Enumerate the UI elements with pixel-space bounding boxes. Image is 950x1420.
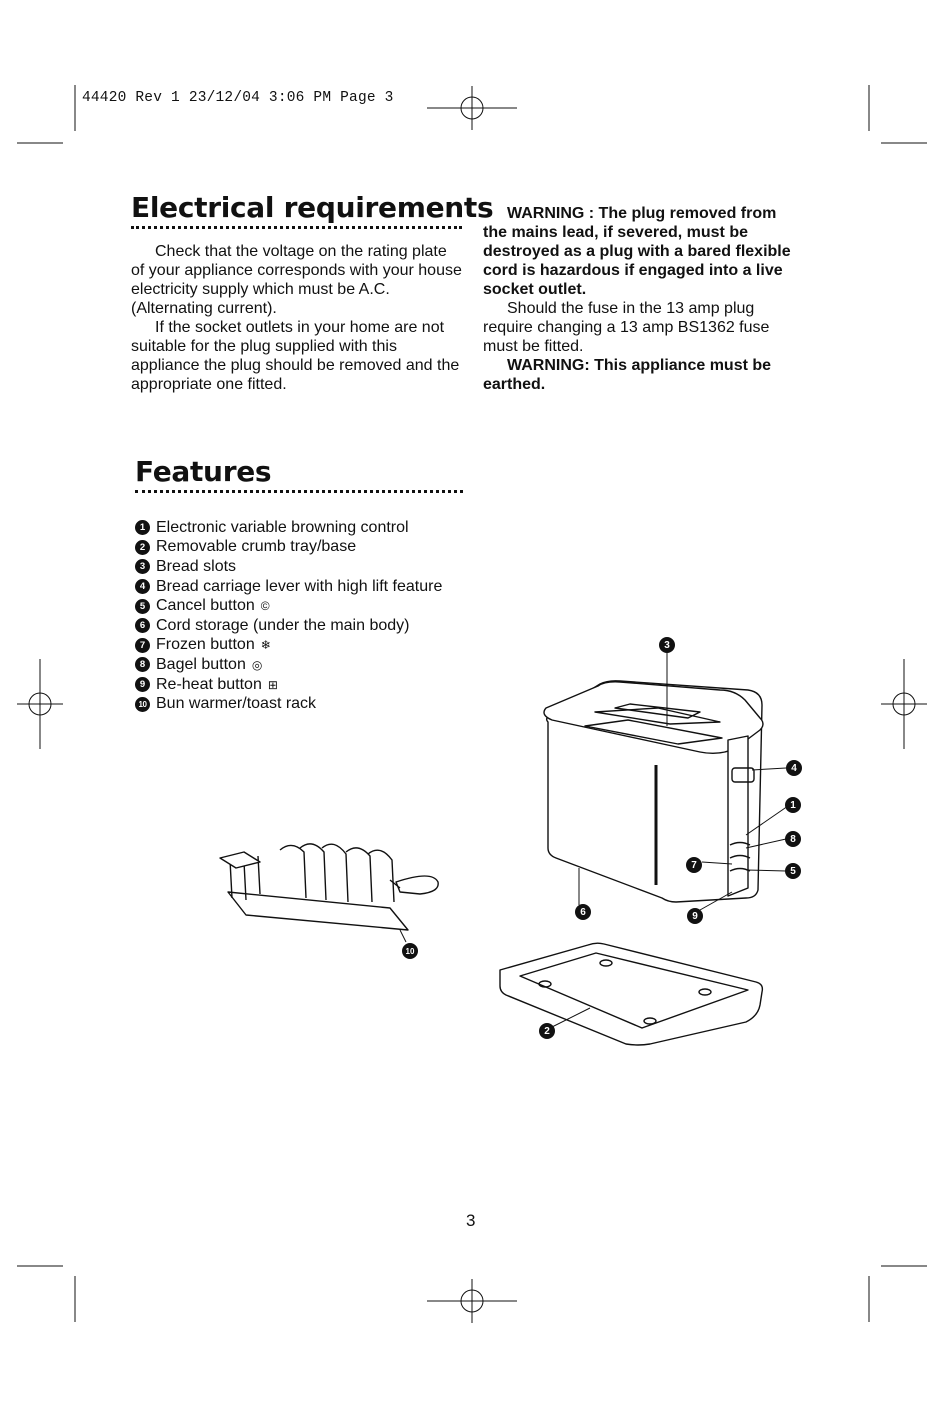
- feature-number-badge: 2: [135, 540, 150, 555]
- toaster-illustration: [200, 630, 820, 1070]
- feature-item: [135, 518, 442, 538]
- feature-label: Cancel button: [156, 597, 255, 615]
- feature-number-badge: 10: [135, 697, 150, 712]
- feature-label: Frozen button: [156, 636, 255, 654]
- feature-label: Electronic variable browning control: [156, 518, 409, 536]
- feature-item: [135, 577, 442, 597]
- earth-warning-text: WARNING: This appliance must be earthed.: [483, 357, 772, 393]
- feature-number-badge: 1: [135, 520, 150, 535]
- feature-number-badge: 7: [135, 638, 150, 653]
- fuse-paragraph: [483, 299, 803, 356]
- feature-number-badge: 5: [135, 599, 150, 614]
- callout-7: 7: [686, 857, 702, 873]
- heading-divider: [131, 226, 462, 229]
- callout-6: 6: [575, 904, 591, 920]
- control-panel: [728, 736, 748, 896]
- feature-number-badge: 8: [135, 657, 150, 672]
- feature-number-badge: 9: [135, 677, 150, 692]
- feature-number-badge: 3: [135, 559, 150, 574]
- callout-4: 4: [786, 760, 802, 776]
- fuse-text: Should the fuse in the 13 amp plug require changing a 13 amp BS1362 fuse must be fitted.: [483, 300, 770, 355]
- feature-symbol-icon: ◎: [251, 657, 263, 672]
- feature-label: Bread carriage lever with high lift feature: [156, 577, 443, 595]
- feature-label: Bun warmer/toast rack: [156, 695, 317, 713]
- feature-item: [135, 557, 442, 577]
- electrical-heading: Electrical requirements: [131, 191, 494, 224]
- callout-1: 1: [785, 797, 801, 813]
- feature-item: [135, 596, 442, 616]
- feature-symbol-icon: ⊞: [267, 677, 278, 692]
- feature-symbol-icon: ❄: [260, 638, 271, 653]
- print-slug: 44420 Rev 1 23/12/04 3:06 PM Page 3: [82, 90, 394, 106]
- features-divider: [135, 490, 463, 493]
- toast-rack-wires: [230, 844, 394, 902]
- toast-rack-base: [228, 892, 408, 930]
- plug-warning-text: WARNING : The plug removed from the mains lead, if severed, must be destroyed as a plug with a bared flexible cord is hazardous if engaged into a live socket outlet.: [483, 205, 791, 298]
- callout-8: 8: [785, 831, 801, 847]
- plug-warning: [483, 204, 803, 299]
- feature-label: Bread slots: [156, 557, 237, 575]
- feature-label: Removable crumb tray/base: [156, 538, 357, 556]
- socket-paragraph: [131, 318, 463, 394]
- voltage-text: Check that the voltage on the rating plate of your appliance corresponds with your house electricity supply which must be A.C. (Alternating current).: [131, 243, 462, 317]
- socket-text: If the socket outlets in your home are not suitable for the plug supplied with this appliance the plug should be removed and the appropriate one fitted.: [131, 319, 460, 393]
- feature-label: Cord storage (under the main body): [156, 616, 410, 634]
- page-number: 3: [466, 1211, 476, 1230]
- feature-number-badge: 4: [135, 579, 150, 594]
- callout-9: 9: [687, 908, 703, 924]
- electrical-right-column: [483, 204, 803, 394]
- electrical-left-column: [131, 242, 463, 394]
- feature-item: [135, 538, 442, 558]
- features-heading: Features: [135, 455, 272, 488]
- callout-10: 10: [402, 943, 418, 959]
- callout-3: 3: [659, 637, 675, 653]
- voltage-paragraph: [131, 242, 463, 318]
- feature-number-badge: 6: [135, 618, 150, 633]
- feature-label: Re-heat button: [156, 675, 262, 693]
- callout-2: 2: [539, 1023, 555, 1039]
- feature-symbol-icon: ©: [260, 599, 270, 614]
- feature-label: Bagel button: [156, 655, 246, 673]
- earth-warning: [483, 356, 803, 394]
- callout-5: 5: [785, 863, 801, 879]
